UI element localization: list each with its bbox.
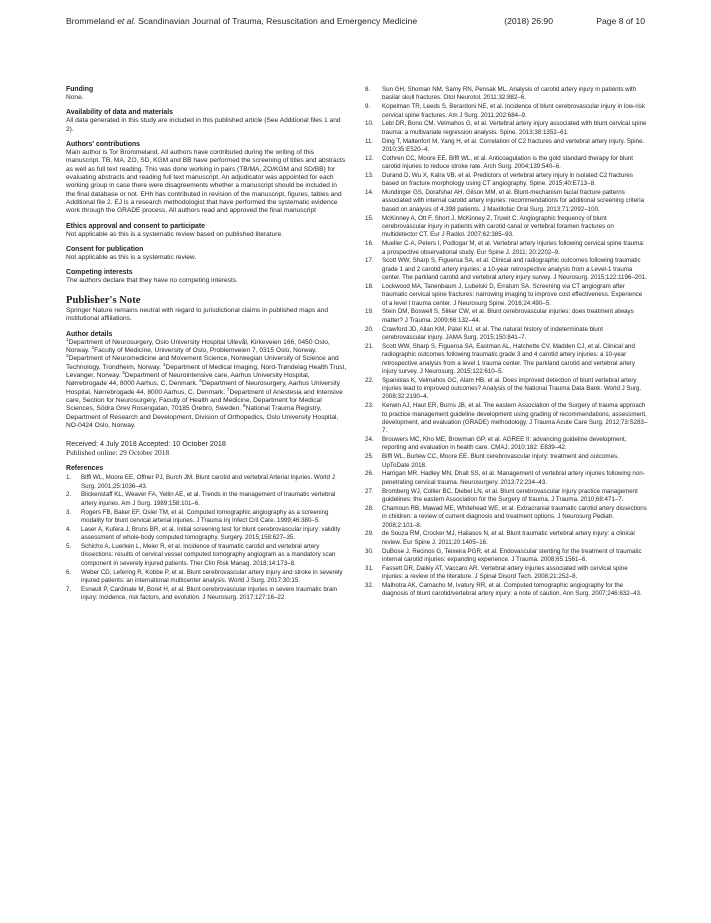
publisher-note-text: Springer Nature remains neutral with regard to jurisdictional claims in published maps and institutional affiliations.: [66, 306, 329, 323]
reference-text: Cothren CC, Moore EE, Biffl WL, et al. Anticoagulation is the gold standard therapy for blunt carotid injuries to reduce stroke rate. Arch Surg. 2004;139:540–6.: [382, 154, 633, 171]
reference-item: [365, 488, 648, 505]
published-online-date: Published online: 29 October 2018: [66, 448, 170, 458]
reference-item: [365, 120, 648, 137]
reference-number: 6.: [66, 568, 72, 576]
reference-item: [365, 565, 648, 582]
page-header: [66, 16, 645, 26]
reference-text: Fassett DR, Dailey AT, Vaccaro AR. Vertebral artery injuries associated with cervical spine injuries: a review of the literature. J Spinal Disord Tech. 2008;21:252–8.: [382, 564, 628, 581]
reference-text: Esnault P, Cardinale M, Boret H, et al. Blunt cerebrovascular injuries in severe traumatic brain injury: incidence, risk factors, and evolution. J Neurosurg. 2017;127:16–22.: [81, 585, 338, 602]
reference-number: 12.: [365, 154, 374, 162]
reference-text: Sun GH, Shoman NM, Samy RN, Pensak ML. Analysis of carotid artery injury in patients with basilar skull fractures. Otol Neurotol. 2011;32:882–6.: [382, 86, 637, 102]
availability-section: [66, 109, 347, 134]
reference-number: 9.: [365, 103, 371, 111]
references-title: References: [66, 465, 104, 473]
affiliation-text: National Trauma Registry, Department of Research and Development, Division of Orthopedics, Oslo University Hospital, NO-0424 Oslo, Norway.: [66, 405, 339, 429]
reference-number: 8.: [365, 86, 371, 93]
consent-text: Not applicable as this is a systematic review.: [66, 254, 197, 262]
affiliation-number: 6: [199, 378, 202, 384]
reference-text: Durand D, Wu X, Kalra VB, et al. Predictors of vertebral artery injury in isolated C2 fractures based on fracture morphology using CT angiography. Spine. 2015;40:E713–8.: [382, 171, 633, 188]
reference-item: [365, 402, 648, 435]
reference-text: Scott WW, Sharp S, Figueroa SA, et al. Clinical and radiographic outcomes following traumatic grade 1 and 2 carotid artery injuries: a 10-year retrospective analysis from a Level-1 trauma center. The parkland carotid and vertebral artery injury survey. J Neurosurg. 2015;122:1196–201.: [382, 257, 647, 282]
reference-number: 1.: [66, 474, 72, 482]
affiliation-text: Department of Neurosurgery, Oslo University Hospital Ullevål, Kirkeveien 166, 0450 Oslo, Norway.: [66, 338, 330, 354]
reference-text: DuBose J, Recinos G, Teixeira PGR, et al. Endovascular stenting for the treatment of traumatic internal carotid injuries: expanding experience. J Trauma. 2008;65:1561–6.: [382, 547, 642, 563]
availability-text: All data generated in this study are included in this published article (See Additional files 1 and 2).: [66, 117, 341, 133]
reference-text: Harrigan MR, Hadley MN, Dhall SS, et al. Management of vertebral artery injuries following non-penetrating cervical trauma. Neurosurgery. 2013;72:234–43.: [382, 470, 645, 486]
affiliation-text: Department of Anestesia and Intensive care, Section for Neurosurgery, Faculty of Health and Medicine, Department for Medical Sciences, Södra Grev Rosengatan, 70185 Örebro, Sweden.: [66, 388, 343, 413]
reference-number: 23.: [365, 402, 374, 410]
reference-number: 26.: [365, 470, 374, 478]
reference-text: de Souza RM, Crocker MJ, Haliasos N, et al. Blunt traumatic vertebral artery injury: a clinical review. Eur Spine J. 2011;20:1405–16.: [382, 530, 635, 546]
reference-item: [365, 103, 648, 120]
reference-text: Chamoun RB, Mawad ME, Whitehead WE, et al. Extracranial traumatic carotid artery dissections in children: a review of current diagnosis and treatment options. J Neurosurg Pediatr. 2008;2:101–8.: [382, 504, 647, 529]
reference-item: [365, 530, 648, 547]
reference-number: 32.: [365, 581, 374, 589]
reference-number: 16.: [365, 240, 374, 248]
competing-text: The authors declare that they have no competing interests.: [66, 277, 238, 285]
reference-item: [365, 453, 648, 470]
reference-text: Lockwood MA, Tanenbaum J, Lubelski D, Erratum SA. Screening via CT angiogram after traumatic cervical spine fractures: narrowing imaging to improve cost effectiveness. Experience of a level I trauma center. J Neurosurg Spine. 2016;24:490–5.: [382, 282, 643, 307]
reference-number: 24.: [365, 436, 374, 444]
reference-text: Kopelman TR, Leeds S, Berardoni NE, et al. Incidence of blunt cerebrovascular injury in low-risk cervical spine fractures. Am J Surg. 2011;202:684–9.: [382, 103, 645, 119]
affiliation-number: 5: [122, 369, 125, 375]
competing-title: Competing interests: [66, 269, 133, 277]
reference-item: [66, 569, 347, 586]
affiliation-text: Faculty of Medicine, University of Oslo, Problemveien 7, 0315 Oslo, Norway.: [94, 346, 317, 354]
reference-item: [365, 172, 648, 189]
reference-number: 27.: [365, 487, 374, 495]
reference-number: 18.: [365, 282, 374, 290]
reference-item: [365, 189, 648, 214]
reference-item: [365, 582, 648, 599]
publication-dates: [66, 439, 347, 457]
reference-number: 21.: [365, 342, 374, 350]
reference-number: 20.: [365, 325, 374, 333]
affiliation-number: 2: [91, 344, 95, 350]
reference-text: Mundinger GS, Dorafshar AH, Gilson MM, et al. Blunt-mechanism facial fracture patterns associated with internal carotid artery injuries: recommendations for additional screening criteria based on analysis of 4,398 patients. J Maxillofac Oral Surg. 2013;71:2092–100.: [382, 189, 645, 213]
reference-number: 4.: [66, 525, 72, 533]
consent-title: Consent for publication: [66, 246, 144, 254]
funding-section: [66, 86, 347, 102]
funding-title: Funding: [66, 86, 94, 93]
journal-name: Scandinavian Journal of Trauma, Resuscitation and Emergency Medicine: [135, 16, 418, 26]
reference-item: [365, 470, 648, 487]
funding-text: None.: [66, 94, 84, 101]
reference-item: [365, 86, 648, 103]
reference-text: Kerwin AJ, Haut ER, Burns JB, et al. The eastern Association of the Surgery of trauma approach to practice management guideline development using grading of recommendations, assessment, development, and evaluation (GRADE) methodology. J Trauma Acute Care Surg. 2012;73:S283–7.: [382, 402, 648, 435]
contributions-section: [66, 141, 347, 216]
article-volume: (2018) 26:90: [504, 16, 553, 26]
affiliation-number: 8: [243, 403, 246, 409]
author-details-section: [66, 331, 347, 431]
reference-number: 22.: [365, 376, 374, 384]
reference-number: 15.: [365, 214, 374, 222]
reference-item: [365, 283, 648, 308]
left-column: [66, 86, 347, 603]
affiliation-number: 3: [66, 353, 69, 358]
journal-citation: [66, 16, 504, 26]
reference-text: Malhotra AK, Camacho M, Ivatury RR, et al. Computed tomographic angiography for the diagnosis of blunt carotid/vertebral artery injury: a note of caution. Ann Surg. 2007;246:632–43.: [382, 581, 642, 598]
author-affiliations: [66, 336, 347, 431]
reference-text: McKinney A, Ott F, Short J, McKinney Z, Truwit C. Angiographic frequency of blunt cerebrovascular injury in patients with carotid canal or vertebral foramen fractures on multidetector CT. Eur J Radiol. 2007;62:385–93.: [382, 214, 614, 239]
reference-text: Schicho A, Luerken L, Meier R, et al. Incidence of traumatic carotid and vertebral artery dissections: results of cervical vessel computed tomography angiogram as a mandatory scan component in severely injured patients. Ther Clin Risk Manag. 2018;14:173–8.: [81, 543, 336, 567]
reference-number: 10.: [365, 120, 374, 128]
reference-number: 3.: [66, 508, 72, 516]
reference-item: [365, 505, 648, 530]
reference-number: 2.: [66, 491, 72, 499]
reference-text: Mueller C-A, Peters I, Podlogar M, et al. Vertebral artery injuries following cervical spine trauma: a prospective observational study. Eur Spine J. 2011; 20:2202–9.: [382, 240, 645, 256]
reference-text: Lebl DR, Bono CM, Velmahos G, et al. Vertebral artery injury associated with blunt cervical spine trauma: a multivariate regression analysis. Spine. 2013;38:1352–61.: [382, 120, 647, 136]
reference-item: [365, 138, 648, 155]
affiliation-number: 1: [66, 336, 69, 342]
reference-item: [66, 526, 347, 543]
reference-text: Spaniolas K, Velmahos GC, Alam HB, et al. Does improved detection of blunt vertebral artery injuries lead to improved outcomes? Analysis of the National Trauma Data Bank. World J Surg. 2008;32:2190–4.: [382, 376, 642, 401]
ethics-text: Not applicable as this is a systematic review based on published literature.: [66, 230, 283, 238]
reference-text: Blickenstaff KL, Weaver FA, Yellin AE, et al. Trends in the management of traumatic vertebral artery injuries. Am J Surg. 1989;158:101–6.: [81, 491, 336, 507]
availability-title: Availability of data and materials: [66, 109, 173, 117]
affiliation-text: Department of Neurosurgery, Aarhus University Hospital, Nørrebrogade 44, 8000 Aarhus, C, Denmark.: [66, 380, 341, 396]
reference-number: 31.: [365, 564, 374, 572]
reference-number: 13.: [365, 171, 374, 179]
publisher-note-title: Publisher's Note: [66, 294, 141, 306]
reference-text: Scott WW, Sharp S, Figueroa SA, Eastman AL, Hatchette CV, Madden CJ, et al. Clinical and radiographic outcomes following traumatic grade 3 and 4 carotid artery injuries: a 10-year retrospective analysis from a level 1 trauma center. The parkland carotid and vertebral artery injury survey. J Neurosurg. 2015;122:610–5.: [382, 342, 636, 375]
reference-text: Brouwers MC, Kho ME, Browman GP, et al. AGREE II: advancing guideline development, reporting and evaluation in health care. CMAJ. 2010;182: E839–42.: [382, 436, 627, 452]
consent-section: [66, 246, 347, 262]
references-list-right: [365, 86, 648, 599]
competing-section: [66, 269, 347, 285]
reference-item: [365, 155, 648, 172]
page-number: Page 8 of 10: [596, 16, 645, 26]
reference-number: 5.: [66, 543, 72, 551]
reference-item: [365, 308, 648, 325]
reference-text: Biffl WL, Moore EE, Offner PJ, Burch JM. Blunt carotid and vertebral Arterial Injuries. World J Surg. 2001;25:1036–43.: [81, 474, 335, 490]
publisher-note-section: [66, 295, 347, 324]
reference-item: [365, 215, 648, 240]
reference-text: Biffl WL, Burlew CC, Moore EE. Blunt cerebrovascular injury: treatment and outcomes. UpToDate 2018.: [382, 453, 619, 469]
reference-number: 25.: [365, 453, 374, 461]
reference-text: Stein DM, Boswell S, Sliker CW, et al. Blunt cerebrovascular injuries: does treatment always matter? J Trauma. 2009;66:132–44.: [382, 308, 634, 324]
affiliation-text: Department of Neuromedicine and Movement Science, Norwegian University of Science and Technology, Trondheim, Norway.: [66, 355, 339, 371]
reference-item: [365, 240, 648, 257]
reference-item: [66, 543, 347, 568]
received-accepted-date: Received: 4 July 2018 Accepted: 10 October 2018: [66, 439, 226, 449]
reference-number: 28.: [365, 504, 374, 512]
references-list-left: [66, 474, 347, 602]
reference-text: Laser A, Kufera J, Bruns BR, et al. Initial screening test for blunt cerebrovascular injury: validity assessment of whole-body computed tomography. Surgery. 2015;158:627–35.: [81, 525, 341, 542]
journal-etal: et al.: [117, 16, 136, 26]
reference-text: Weber CD, Lefering R, Kobbe P, et al. Blunt cerebrovascular artery injury and stroke in severely injured patients: an international multicenter analysis. World J Surg. 2017;30:15.: [81, 568, 343, 584]
ethics-title: Ethics approval and consent to participate: [66, 222, 205, 230]
reference-text: Rogers FB, Baker EF, Osler TM, et al. Computed tomographic angiography as a screening modality for blunt cervical arterial injuries. J Trauma Inj Infect Crit Care. 1999;46:380–5.: [81, 508, 329, 524]
reference-text: Ding T, Maltenfort M, Yang H, et al. Correlation of C2 fractures and vertebral artery injury. Spine. 2010;35:E520–4.: [382, 137, 645, 153]
affiliation-number: 7: [226, 386, 230, 392]
reference-item: [365, 548, 648, 565]
reference-number: 11.: [365, 137, 374, 145]
reference-number: 29.: [365, 530, 374, 538]
affiliation-text: Department of Neurointensive care, Aarhus University Hospital, Nørrebrogade 44, 8000 Aarhus, C, Denmark.: [66, 371, 310, 388]
reference-number: 30.: [365, 547, 374, 555]
reference-text: Bromberg WJ, Collier BC, Diebel LN, et al. Blunt cerebrovascular injury practice management guidelines: the eastern Association for the Surgery of trauma. J Trauma. 2010;68:471–7.: [382, 487, 638, 503]
reference-number: 17.: [365, 257, 374, 265]
reference-item: [365, 257, 648, 282]
reference-number: 19.: [365, 308, 374, 316]
reference-item: [66, 491, 347, 508]
right-column: [365, 86, 648, 599]
affiliation-text: Department of Medical Imaging, Nord-Trøndelag Health Trust, Levanger, Norway.: [66, 363, 347, 379]
reference-item: [365, 343, 648, 376]
reference-text: Crawford JD, Allan KM, Patel KU, et al. The natural history of indeterminate blunt cerebrovascular injury. JAMA Surg. 2015;150:841–7.: [382, 325, 604, 341]
author-details-title: Author details: [66, 330, 113, 338]
reference-item: [365, 377, 648, 402]
ethics-section: [66, 223, 347, 239]
reference-item: [66, 474, 347, 491]
affiliation-number: 4: [162, 361, 166, 367]
journal-authors: Brommeland: [66, 16, 118, 26]
reference-item: [365, 326, 648, 343]
reference-item: [365, 436, 648, 453]
reference-item: [66, 586, 347, 603]
reference-number: 7.: [66, 585, 72, 593]
contributions-text: Main author is Tor Brommeland. All authors have contributed during the writing of this manuscript. TB, MA, ZO, SD, KGM and BB have performed the screening of titles and abstracts as well as full text reading. This was done working in pairs (TB/MA, ZO/KGM and SD/BB) for evaluating abstracts and reading full text manuscript. An adjudicator was appointed for each working group in case there were disagreements whether a manuscript should be included in the final database or not. EHh has contributed in revision of the manuscript, figures, tables and Additional file 2. EJ is a research methodologist that have performed the systematic evidence work through the GRADE process. All authors read and approved the final manuscript: [66, 149, 346, 215]
reference-number: 14.: [365, 189, 374, 197]
reference-item: [66, 509, 347, 526]
contributions-title: Authors' contributions: [66, 141, 140, 149]
